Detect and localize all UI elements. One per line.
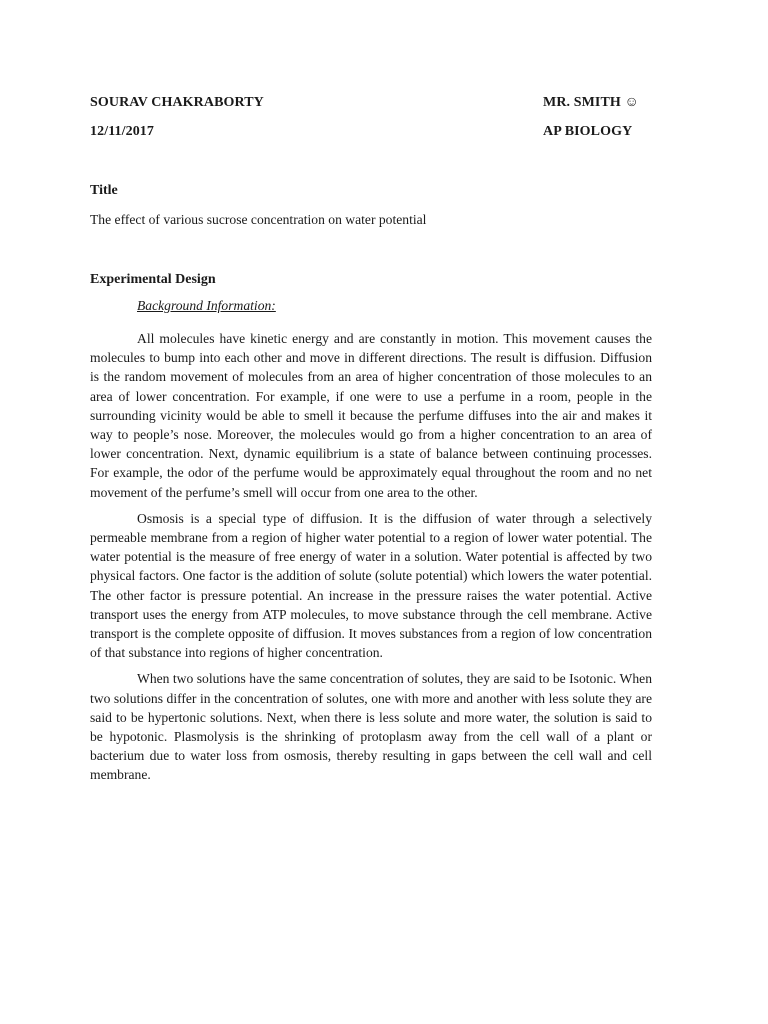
title-text: The effect of various sucrose concentration on water potential [90, 212, 427, 227]
experimental-design-heading: Experimental Design [90, 272, 216, 287]
background-information-subheading: Background Information: [137, 298, 276, 313]
background-body [90, 329, 652, 792]
date: 12/11/2017 [90, 124, 155, 139]
title-heading: Title [90, 183, 118, 198]
course-name: AP BIOLOGY [543, 124, 633, 139]
paragraph-diffusion: All molecules have kinetic energy and are constantly in motion. This movement causes the molecules to bump into each other and move in different directions. The result is diffusion. Diffusion is the random movement of molecules from an area of higher concentration of those molecules to an area of lower concentration. For example, if one were to use a perfume in a room, people in the surrounding vicinity would be able to smell it because the perfume diffuses into the air and makes it way to people’s nose. Moreover, the molecules would go from a higher concentration to an area of lower concentration. Next, dynamic equilibrium is a state of balance between continuing processes. For example, the odor of the perfume would be approximately equal throughout the room and no net movement of the perfume’s smell will occur from one area to the other. [90, 331, 652, 500]
teacher-name: MR. SMITH ☺ [543, 95, 639, 110]
paragraph-tonicity: When two solutions have the same concentration of solutes, they are said to be Isotonic. When two solutions differ in the concentration of solutes, one with more and another with less solute they are said to be hypertonic solutions. Next, when there is less solute and more water, the solution is said to be hypotonic. Plasmolysis is the shrinking of protoplasm away from the cell wall of a plant or bacterium due to water loss from osmosis, thereby resulting in gaps between the cell wall and cell membrane. [90, 671, 652, 783]
student-name: SOURAV CHAKRABORTY [90, 95, 264, 110]
paragraph-osmosis: Osmosis is a special type of diffusion. It is the diffusion of water through a selectively permeable membrane from a region of higher water potential to a region of lower water potential. The water potential is the measure of free energy of water in a solution. Water potential is affected by two physical factors. One factor is the addition of solute (solute potential) which lowers the water potential. The other factor is pressure potential. An increase in the pressure raises the water potential. Active transport uses the energy from ATP molecules, to move substance through the cell membrane. Active transport is the complete opposite of diffusion. It moves substances from a region of low concentration of that substance into regions of higher concentration. [90, 510, 652, 661]
